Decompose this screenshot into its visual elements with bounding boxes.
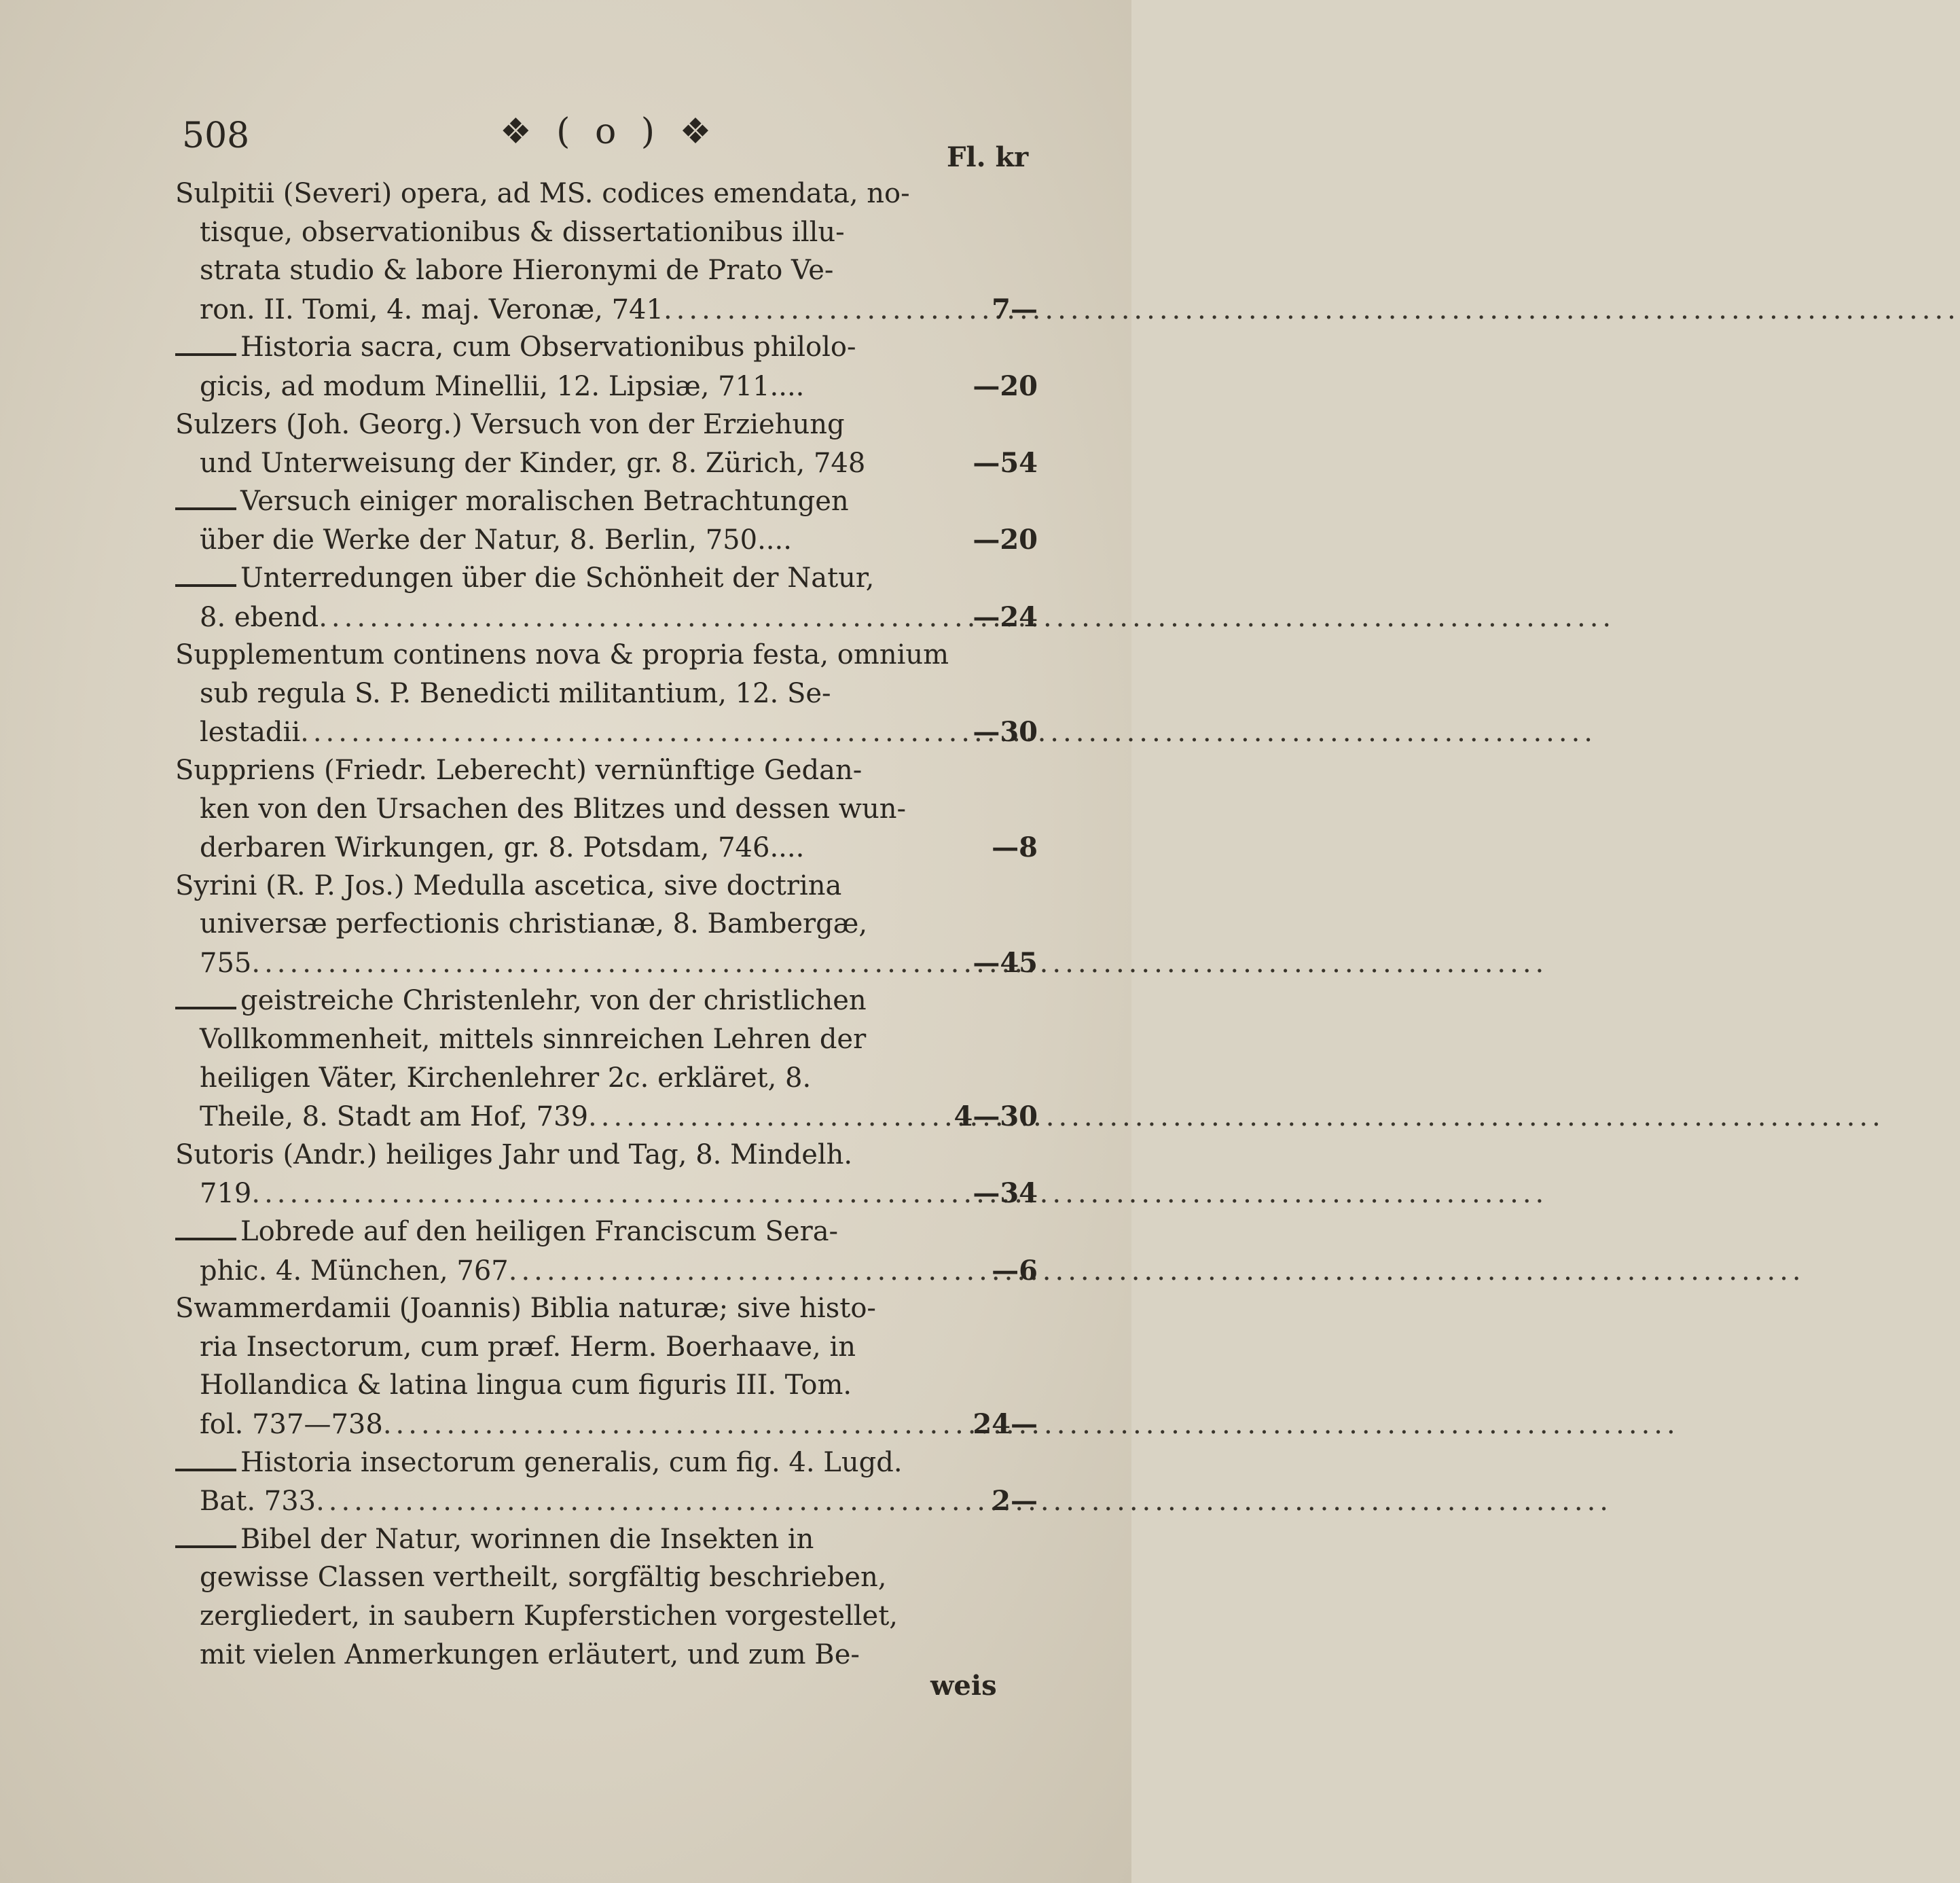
catalog-line bbox=[175, 831, 1038, 870]
line-text: heiligen Väter, Kirchenlehrer 2c. erkläret, 8. bbox=[200, 1062, 812, 1094]
catalog-line bbox=[175, 1485, 1038, 1524]
page-number: 508 bbox=[182, 115, 250, 156]
price-value: —6 bbox=[992, 1254, 1038, 1287]
catalog-line bbox=[175, 293, 1038, 332]
catalog-line bbox=[175, 1600, 1038, 1639]
line-text: Vollkommenheit, mittels sinnreichen Lehren der bbox=[200, 1024, 867, 1056]
catalog-line bbox=[175, 1447, 1038, 1486]
price-value: 7— bbox=[992, 293, 1038, 325]
line-text: über die Werke der Natur, 8. Berlin, 750.... bbox=[200, 524, 792, 556]
leader-dots bbox=[383, 1409, 936, 1440]
leader-dots bbox=[316, 1486, 936, 1517]
price-value: —30 bbox=[973, 716, 1038, 749]
line-text: geistreiche Christenlehr, von der christlichen bbox=[240, 985, 867, 1017]
catalog-line bbox=[175, 255, 1038, 293]
line-text: lestadii bbox=[200, 717, 301, 749]
line-text: mit vielen Anmerkungen erläutert, und zum Be- bbox=[200, 1638, 860, 1670]
line-text: Versuch einiger moralischen Betrachtungen bbox=[240, 485, 849, 517]
line-text: universæ perfectionis christianæ, 8. Bambergæ, bbox=[200, 908, 868, 940]
catalog-line bbox=[175, 1369, 1038, 1408]
catalog-line bbox=[175, 1177, 1038, 1216]
catalog-line bbox=[175, 985, 1038, 1024]
leader-dots bbox=[251, 1178, 936, 1209]
leader-dots bbox=[319, 602, 936, 633]
price-value: —20 bbox=[973, 370, 1038, 402]
catalog-line bbox=[175, 1639, 1038, 1678]
catalog-line bbox=[175, 678, 1038, 717]
line-text: Supplementum continens nova & propria festa, omnium bbox=[175, 639, 949, 671]
catalog-line bbox=[175, 217, 1038, 255]
repeat-author-dash bbox=[175, 1238, 236, 1240]
catalog-line bbox=[175, 562, 1038, 601]
catalog-line bbox=[175, 1216, 1038, 1255]
catchword: weis bbox=[930, 1670, 997, 1702]
catalog-line bbox=[175, 1255, 1038, 1293]
catalog-line bbox=[175, 601, 1038, 640]
catalog-line bbox=[175, 1062, 1038, 1101]
line-text: Suppriens (Friedr. Leberecht) vernünftige Gedan- bbox=[175, 754, 863, 786]
line-text: Sulpitii (Severi) opera, ad MS. codices emendata, no- bbox=[175, 178, 910, 209]
price-value: —45 bbox=[973, 946, 1038, 979]
repeat-author-dash bbox=[175, 1545, 236, 1548]
catalog-line bbox=[175, 409, 1038, 448]
line-text: ken von den Ursachen des Blitzes und dessen wun- bbox=[200, 793, 906, 825]
line-text: gicis, ad modum Minellii, 12. Lipsiæ, 711.... bbox=[200, 370, 805, 402]
leader-dots bbox=[300, 717, 936, 748]
line-text: Historia insectorum generalis, cum fig. 4. Lugd. bbox=[240, 1446, 903, 1478]
catalog-line bbox=[175, 178, 1038, 217]
line-text: Lobrede auf den heiligen Franciscum Sera- bbox=[240, 1216, 839, 1248]
catalog-line bbox=[175, 793, 1038, 832]
repeat-author-dash bbox=[175, 1469, 236, 1471]
line-text: phic. 4. München, 767 bbox=[200, 1255, 509, 1287]
line-text: tisque, observationibus & dissertationibus illu- bbox=[200, 216, 845, 248]
leader-dots bbox=[251, 948, 936, 979]
price-column-heading: Fl. kr bbox=[947, 141, 1029, 173]
catalog-line bbox=[175, 524, 1038, 562]
catalog-line bbox=[175, 947, 1038, 986]
catalog-line bbox=[175, 870, 1038, 909]
line-text: Sutoris (Andr.) heiliges Jahr und Tag, 8. Mindelh. bbox=[175, 1138, 853, 1170]
catalog-line bbox=[175, 331, 1038, 370]
price-value: —20 bbox=[973, 524, 1038, 556]
price-value: 24— bbox=[973, 1408, 1038, 1440]
line-text: Bibel der Natur, worinnen die Insekten in bbox=[240, 1523, 814, 1555]
price-value: —34 bbox=[973, 1177, 1038, 1210]
line-text: 755 bbox=[200, 947, 252, 979]
leader-dots bbox=[588, 1101, 936, 1132]
repeat-author-dash bbox=[175, 507, 236, 510]
line-text: Swammerdamii (Joannis) Biblia naturæ; sive histo- bbox=[175, 1293, 876, 1325]
catalog-line bbox=[175, 716, 1038, 755]
catalog-line bbox=[175, 908, 1038, 947]
line-text: fol. 737—738 bbox=[200, 1409, 383, 1440]
line-text: Syrini (R. P. Jos.) Medulla ascetica, sive doctrina bbox=[175, 869, 842, 901]
catalog-line bbox=[175, 639, 1038, 678]
repeat-author-dash bbox=[175, 584, 236, 587]
catalog-line bbox=[175, 755, 1038, 793]
catalog-line bbox=[175, 1139, 1038, 1178]
line-text: gewisse Classen vertheilt, sorgfältig beschrieben, bbox=[200, 1562, 887, 1594]
line-text: und Unterweisung der Kinder, gr. 8. Zürich, 748 bbox=[200, 448, 866, 480]
line-text: Historia sacra, cum Observationibus philolo- bbox=[240, 331, 856, 363]
catalog-line bbox=[175, 1408, 1038, 1447]
line-text: Hollandica & latina lingua cum figuris III. Tom. bbox=[200, 1369, 852, 1401]
catalog-line bbox=[175, 1293, 1038, 1331]
page-header bbox=[175, 102, 1058, 173]
catalog-line bbox=[175, 1524, 1038, 1562]
leader-dots bbox=[509, 1255, 936, 1287]
repeat-author-dash bbox=[175, 1007, 236, 1009]
leader-dots bbox=[664, 294, 936, 325]
line-text: 719 bbox=[200, 1178, 252, 1210]
price-value: —8 bbox=[992, 831, 1038, 864]
price-value: —54 bbox=[973, 447, 1038, 480]
price-value: —24 bbox=[973, 600, 1038, 633]
catalog-line bbox=[175, 370, 1038, 409]
header-ornament: ❖ ( o ) ❖ bbox=[500, 111, 719, 152]
catalog-line bbox=[175, 1562, 1038, 1600]
price-value: 2— bbox=[992, 1485, 1038, 1518]
line-text: strata studio & labore Hieronymi de Prato Ve- bbox=[200, 255, 834, 287]
line-text: derbaren Wirkungen, gr. 8. Potsdam, 746.... bbox=[200, 832, 805, 864]
catalog-line bbox=[175, 1100, 1038, 1139]
line-text: sub regula S. P. Benedicti militantium, 12. Se- bbox=[200, 677, 831, 709]
line-text: Sulzers (Joh. Georg.) Versuch von der Erziehung bbox=[175, 408, 845, 440]
line-text: 8. ebend bbox=[200, 601, 319, 633]
line-text: Bat. 733 bbox=[200, 1486, 316, 1518]
price-value: 4—30 bbox=[954, 1100, 1038, 1133]
catalog-line bbox=[175, 486, 1038, 524]
line-text: Unterredungen über die Schönheit der Natur, bbox=[240, 562, 875, 594]
repeat-author-dash bbox=[175, 353, 236, 356]
line-text: ria Insectorum, cum præf. Herm. Boerhaave, in bbox=[200, 1331, 856, 1363]
catalog-line bbox=[175, 447, 1038, 486]
line-text: Theile, 8. Stadt am Hof, 739 bbox=[200, 1101, 589, 1133]
catalog-entries bbox=[175, 178, 1038, 1677]
line-text: zergliedert, in saubern Kupferstichen vorgestellet, bbox=[200, 1600, 898, 1632]
catalog-line bbox=[175, 1024, 1038, 1062]
line-text: ron. II. Tomi, 4. maj. Veronæ, 741 bbox=[200, 293, 664, 325]
catalog-line bbox=[175, 1331, 1038, 1370]
